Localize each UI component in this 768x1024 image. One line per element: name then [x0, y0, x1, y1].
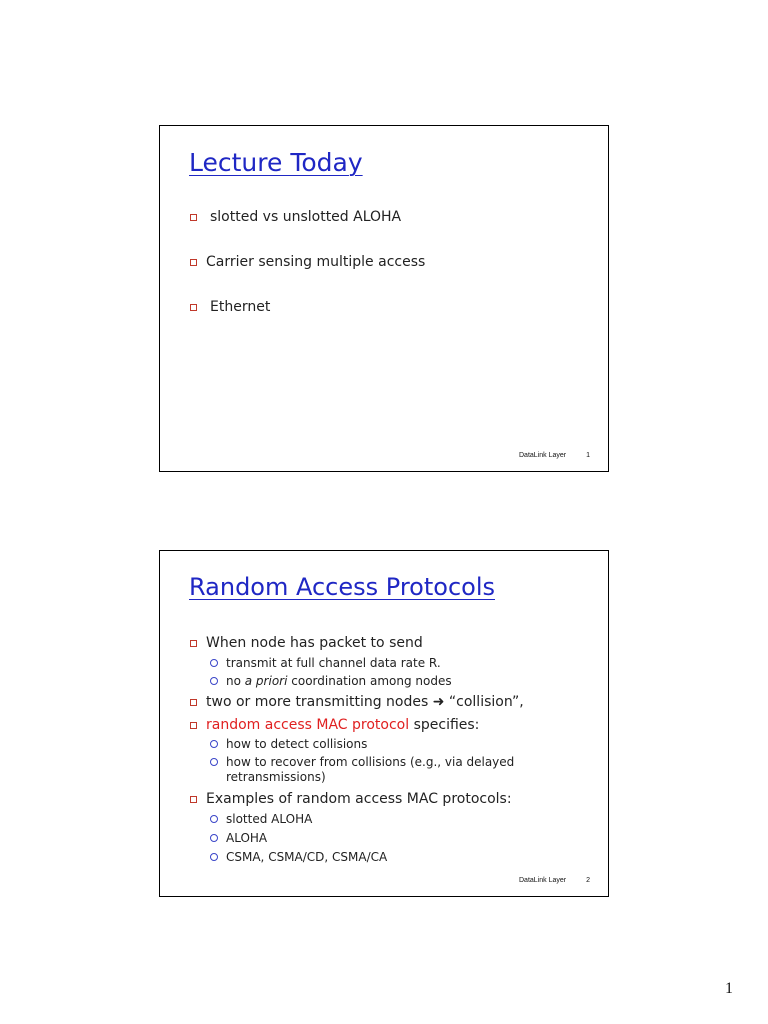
slide-number: 2	[586, 877, 590, 884]
circle-bullet-icon	[210, 740, 218, 748]
sub-bullet-text-post: coordination among nodes	[287, 674, 452, 688]
slide-title: Lecture Today	[189, 148, 363, 177]
square-bullet-icon	[190, 699, 197, 706]
sub-bullet-text	[226, 674, 452, 689]
slide-number: 1	[586, 452, 590, 459]
circle-bullet-icon	[210, 815, 218, 823]
square-bullet-icon	[190, 214, 197, 221]
square-bullet-icon	[190, 640, 197, 647]
sub-bullet-text-emphasis: a priori	[244, 674, 288, 688]
bullet-text	[206, 717, 479, 733]
circle-bullet-icon	[210, 853, 218, 861]
slide-footer	[519, 452, 590, 459]
square-bullet-icon	[190, 722, 197, 729]
sub-bullet-text: transmit at full channel data rate R.	[226, 656, 441, 670]
square-bullet-icon	[190, 259, 197, 266]
footer-label: DataLink Layer	[519, 452, 567, 459]
bullet-text: Examples of random access MAC protocols:	[206, 791, 512, 807]
page-number: 1	[725, 980, 733, 997]
sub-bullet-text: CSMA, CSMA/CD, CSMA/CA	[226, 850, 388, 864]
bullet-text: two or more transmitting nodes ➜ “collision”,	[206, 694, 524, 710]
slide-2	[159, 550, 609, 897]
bullet-text-rest: specifies:	[409, 717, 480, 733]
sub-bullet-text: slotted ALOHA	[226, 812, 313, 826]
circle-bullet-icon	[210, 677, 218, 685]
footer-label: DataLink Layer	[519, 877, 567, 884]
bullet-text: When node has packet to send	[206, 635, 423, 651]
circle-bullet-icon	[210, 758, 218, 766]
sub-bullet-text: ALOHA	[226, 831, 268, 845]
circle-bullet-icon	[210, 659, 218, 667]
bullet-text: slotted vs unslotted ALOHA	[210, 209, 402, 225]
slide-footer	[519, 877, 590, 884]
sub-bullet-text: how to detect collisions	[226, 737, 368, 751]
sub-bullet-text: how to recover from collisions (e.g., via delayed retransmissions)	[226, 755, 515, 784]
slide-title: Random Access Protocols	[189, 573, 495, 601]
square-bullet-icon	[190, 796, 197, 803]
slide-1	[159, 125, 609, 472]
bullet-text: Ethernet	[210, 299, 271, 315]
bullet-text: Carrier sensing multiple access	[206, 254, 426, 270]
circle-bullet-icon	[210, 834, 218, 842]
sub-bullet-text-pre: no	[226, 674, 245, 688]
square-bullet-icon	[190, 304, 197, 311]
highlighted-term: random access MAC protocol	[206, 717, 410, 733]
